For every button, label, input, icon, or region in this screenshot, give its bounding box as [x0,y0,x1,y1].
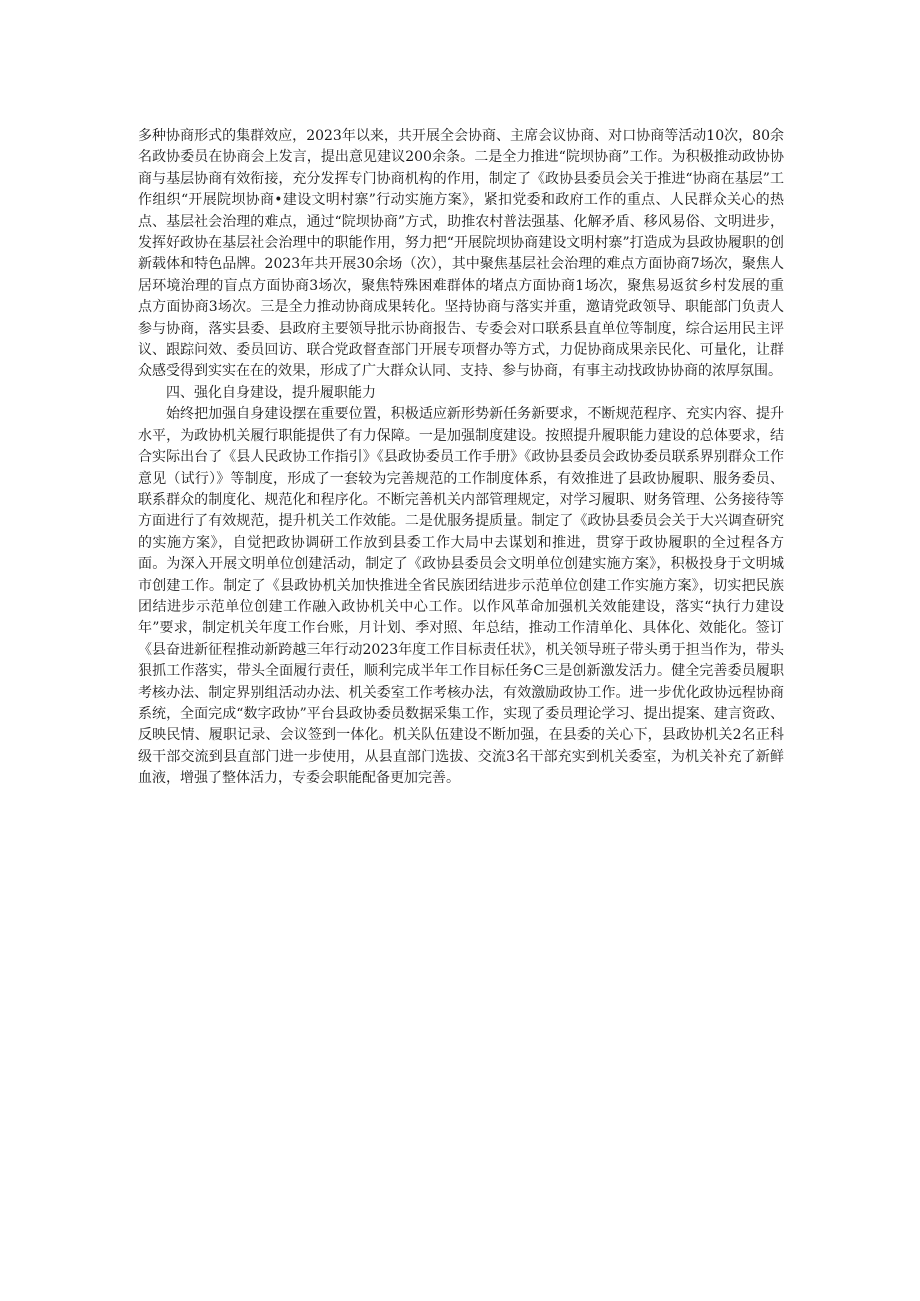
paragraph-continuation: 多种协商形式的集群效应，2023年以来，共开展全会协商、主席会议协商、对口协商等活动10次，80余名政协委员在协商会上发言，提出意见建议200余条。二是全力推进“院坝协商”工作。为积极推动政协协商与基层协商有效衔接，充分发挥专门协商机构的作用，制定了《政协县委员会关于推进“协商在基层”工作组织“开展院坝协商•建设文明村寨”行动实施方案》，紧扣党委和政府工作的重点、人民群众关心的热点、基层社会治理的难点，通过“院坝协商”方式，助推农村普法强基、化解矛盾、移风易俗、文明进步，发挥好政协在基层社会治理中的职能作用，努力把“开展院坝协商建设文明村寨”打造成为县政协履职的创新载体和特色品牌。2023年共开展30余场（次），其中聚焦基层社会治理的难点方面协商7场次，聚焦人居环境治理的盲点方面协商3场次，聚焦特殊困难群体的堵点方面协商1场次，聚焦易返贫乡村发展的重点方面协商3场次。三是全力推动协商成果转化。坚持协商与落实并重，邀请党政领导、职能部门负责人参与协商，落实县委、县政府主要领导批示协商报告、专委会对口联系县直单位等制度，综合运用民主评议、跟踪问效、委员回访、联合党政督查部门开展专项督办等方式，力促协商成果亲民化、可量化，让群众感受得到实实在在的效果，形成了广大群众认同、支持、参与协商，有事主动找政协协商的浓厚氛围。 [138,128,784,380]
section-heading: 四、强化自身建设，提升履职能力 [166,384,376,401]
document-page [138,126,784,790]
section-body-paragraph: 始终把加强自身建设摆在重要位置，积极适应新形势新任务新要求，不断规范程序、充实内容、提升水平，为政协机关履行职能提供了有力保障。一是加强制度建设。按照提升履职能力建设的总体要求，结合实际出台了《县人民政协工作指引》《县政协委员工作手册》《政协县委员会政协委员联系界别群众工作意见（试行）》等制度，形成了一套较为完善规范的工作制度体系，有效推进了县政协履职、服务委员、联系群众的制度化、规范化和程序化。不断完善机关内部管理规定，对学习履职、财务管理、公务接待等方面进行了有效规范，提升机关工作效能。二是优服务提质量。制定了《政协县委员会关于大兴调查研究的实施方案》，自觉把政协调研工作放到县委工作大局中去谋划和推进，贯穿于政协履职的全过程各方面。为深入开展文明单位创建活动，制定了《政协县委员会文明单位创建实施方案》，积极投身于文明城市创建工作。制定了《县政协机关加快推进全省民族团结进步示范单位创建工作实施方案》，切实把民族团结进步示范单位创建工作融入政协机关中心工作。以作风革命加强机关效能建设，落实“执行力建设年”要求，制定机关年度工作台账，月计划、季对照、年总结，推动工作清单化、具体化、效能化。签订《县奋进新征程推动新跨越三年行动2023年度工作目标责任状》，机关领导班子带头勇于担当作为，带头狠抓工作落实，带头全面履行责任，顺利完成半年工作目标任务C三是创新激发活力。健全完善委员履职考核办法、制定界别组活动办法、机关委室工作考核办法，有效激励政协工作。进一步优化政协远程协商系统，全面完成“数字政协”平台县政协委员数据采集工作，实现了委员理论学习、提出提案、建言资政、反映民情、履职记录、会议签到一体化。机关队伍建设不断加强，在县委的关心下，县政协机关2名正科级干部交流到县直部门进一步使用，从县直部门选拔、交流3名干部充实到机关委室，为机关补充了新鲜血液，增强了整体活力，专委会职能配备更加完善。 [138,406,784,787]
